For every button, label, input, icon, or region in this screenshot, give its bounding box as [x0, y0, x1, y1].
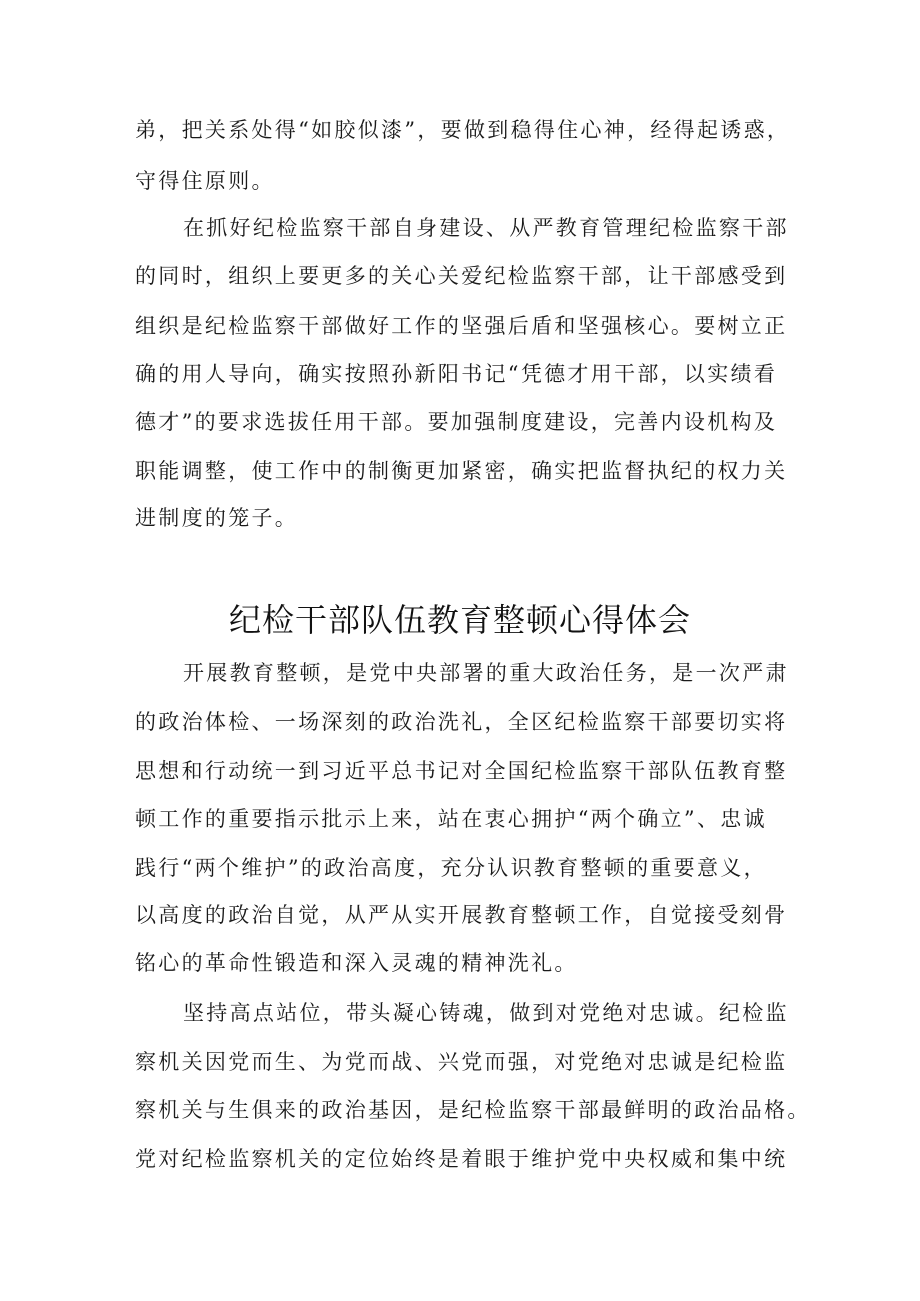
- paragraph-line: 组织是纪检监察干部做好工作的坚强后盾和坚强核心。要树立正: [135, 314, 788, 338]
- paragraph-line: 弟，把关系处得“如胶似漆”，要做到稳得住心神，经得起诱惑，: [135, 118, 791, 142]
- paragraph-line: 践行“两个维护”的政治高度，充分认识教育整顿的重要意义，: [135, 856, 767, 880]
- paragraph-line: 进制度的笼子。: [135, 506, 299, 530]
- paragraph-line: 的政治体检、一场深刻的政治洗礼，全区纪检监察干部要切实将: [135, 710, 788, 734]
- paragraph-line: 职能调整，使工作中的制衡更加紧密，确实把监督执纪的权力关: [135, 459, 788, 483]
- paragraph-line: 德才”的要求选拔任用干部。要加强制度建设，完善内设机构及: [135, 410, 778, 434]
- paragraph-line: 顿工作的重要指示批示上来，站在衷心拥护“两个确立”、忠诚: [135, 807, 767, 831]
- paragraph-line: 党对纪检监察机关的定位始终是着眼于维护党中央权威和集中统: [135, 1147, 788, 1171]
- paragraph-line: 察机关因党而生、为党而战、兴党而强，对党绝对忠诚是纪检监: [135, 1050, 788, 1074]
- paragraph-line: 铭心的革命性锻造和深入灵魂的精神洗礼。: [135, 951, 578, 975]
- paragraph-line: 思想和行动统一到习近平总书记对全国纪检监察干部队伍教育整: [135, 759, 788, 783]
- paragraph-line: 的同时，组织上要更多的关心关爱纪检监察干部，让干部感受到: [135, 264, 788, 288]
- paragraph-line: 确的用人导向，确实按照孙新阳书记“凭德才用干部，以实绩看: [135, 362, 778, 386]
- paragraph-line: 坚持高点站位，带头凝心铸魂，做到对党绝对忠诚。纪检监: [183, 1001, 789, 1025]
- paragraph-line: 开展教育整顿，是党中央部署的重大政治任务，是一次严肃: [183, 661, 789, 685]
- paragraph-line: 守得住原则。: [135, 169, 275, 193]
- paragraph-line: 以高度的政治自觉，从严从实开展教育整顿工作，自觉接受刻骨: [135, 903, 788, 927]
- document-title: 纪检干部队伍教育整顿心得体会: [228, 601, 691, 639]
- paragraph-line: 察机关与生俱来的政治基因，是纪检监察干部最鲜明的政治品格。: [135, 1098, 811, 1122]
- paragraph-line: 在抓好纪检监察干部自身建设、从严教育管理纪检监察干部: [183, 216, 789, 240]
